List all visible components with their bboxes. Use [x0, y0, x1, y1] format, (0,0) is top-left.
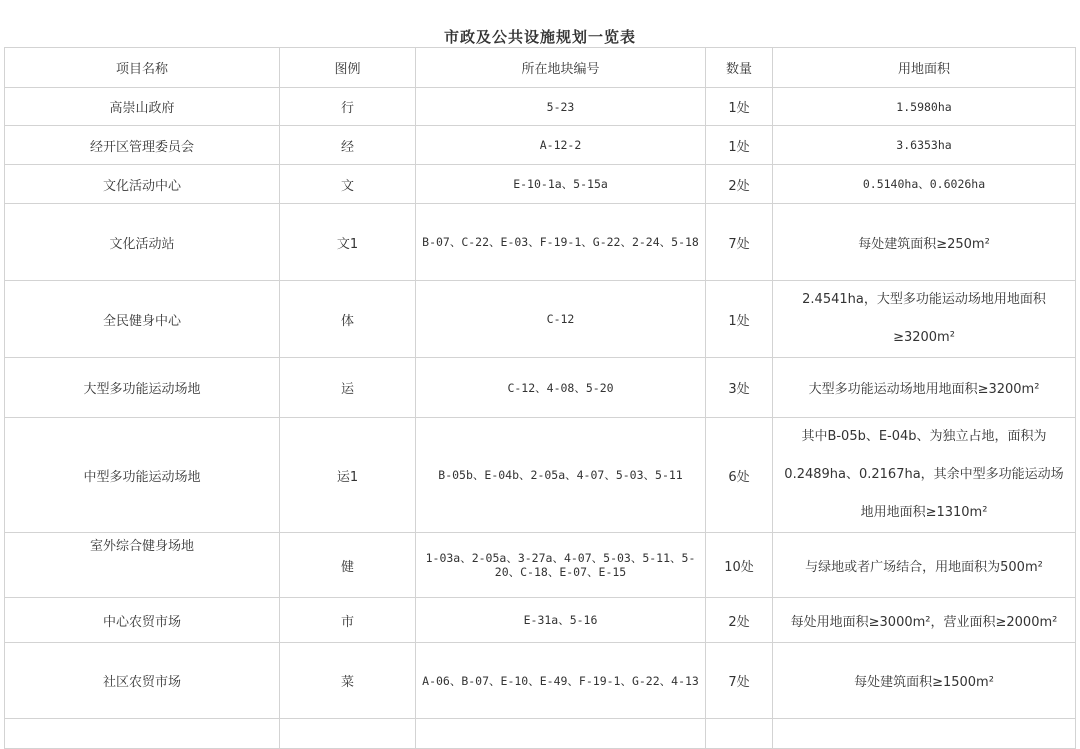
table-title: 市政及公共设施规划一览表 [443, 28, 636, 46]
cell-project-name: 文化活动中心 [5, 165, 280, 204]
cell-parcels: A-12-2 [416, 126, 706, 165]
cell-legend: 运1 [280, 418, 416, 533]
cell-parcels: C-12 [416, 281, 706, 358]
cell-parcels: 1-03a、2-05a、3-27a、4-07、5-03、5-11、5-20、C-18、E-07、E-15 [416, 533, 706, 598]
cell-project-name: 大型多功能运动场地 [5, 358, 280, 418]
cell-area: 3.6353ha [773, 126, 1076, 165]
cell-area: 0.5140ha、0.6026ha [773, 165, 1076, 204]
cell-legend: 市 [280, 598, 416, 643]
cell-legend: 菜 [280, 643, 416, 719]
cell-legend: 体 [280, 281, 416, 358]
cell-area: 每处建筑面积≥250m² [773, 204, 1076, 281]
cell-area: 1.5980ha [773, 88, 1076, 126]
cell-area: 2.4541ha，大型多功能运动场地用地面积≥3200m² [773, 281, 1076, 358]
table-row [5, 418, 1076, 533]
table-row [5, 88, 1076, 126]
cell-project-name: 社区农贸市场 [5, 643, 280, 719]
cell-area: 每处建筑面积≥1500m² [773, 643, 1076, 719]
cell-parcels: B-05b、E-04b、2-05a、4-07、5-03、5-11 [416, 418, 706, 533]
table-row [5, 281, 1076, 358]
cell-project-name: 经开区管理委员会 [5, 126, 280, 165]
header-land-area: 用地面积 [773, 48, 1076, 88]
cell-legend: 经 [280, 126, 416, 165]
cell-parcels: A-06、B-07、E-10、E-49、F-19-1、G-22、4-13 [416, 643, 706, 719]
cell-project-name: 中心农贸市场 [5, 598, 280, 643]
cell-area: 其中B-05b、E-04b、为独立占地，面积为0.2489ha、0.2167ha，其余中型多功能运动场地用地面积≥1310m² [773, 418, 1076, 533]
cell-parcels: 5-23 [416, 88, 706, 126]
cell-parcels: C-12、4-08、5-20 [416, 358, 706, 418]
header-project-name: 项目名称 [5, 48, 280, 88]
cell-legend: 文 [280, 165, 416, 204]
table-row-partial [5, 719, 1076, 749]
cell-count: 1处 [706, 126, 773, 165]
cell-parcels: B-07、C-22、E-03、F-19-1、G-22、2-24、5-18 [416, 204, 706, 281]
cell-count: 6处 [706, 418, 773, 533]
table-row [5, 358, 1076, 418]
header-count: 数量 [706, 48, 773, 88]
cell-count: 7处 [706, 204, 773, 281]
cell-area: 与绿地或者广场结合，用地面积为500m² [773, 533, 1076, 598]
facilities-table [4, 47, 1076, 749]
cell-project-name: 全民健身中心 [5, 281, 280, 358]
table-row [5, 204, 1076, 281]
table-row [5, 126, 1076, 165]
cell-parcels: E-10-1a、5-15a [416, 165, 706, 204]
cell-area: 每处用地面积≥3000m²，营业面积≥2000m² [773, 598, 1076, 643]
cell-count: 3处 [706, 358, 773, 418]
table-row [5, 643, 1076, 719]
header-parcel-number: 所在地块编号 [416, 48, 706, 88]
cell-count: 1处 [706, 88, 773, 126]
cell-count: 2处 [706, 598, 773, 643]
table-row [5, 165, 1076, 204]
table-row [5, 533, 1076, 598]
header-legend: 图例 [280, 48, 416, 88]
table-row [5, 598, 1076, 643]
cell-legend: 健 [280, 533, 416, 598]
cell-project-name: 文化活动站 [5, 204, 280, 281]
cell-project-name: 室外综合健身场地 [5, 533, 280, 598]
table-header-row [5, 48, 1076, 88]
cell-count: 10处 [706, 533, 773, 598]
cell-parcels: E-31a、5-16 [416, 598, 706, 643]
cell-count: 2处 [706, 165, 773, 204]
cell-legend: 文1 [280, 204, 416, 281]
cell-project-name: 中型多功能运动场地 [5, 418, 280, 533]
cell-project-name: 高崇山政府 [5, 88, 280, 126]
cell-legend: 运 [280, 358, 416, 418]
cell-count: 1处 [706, 281, 773, 358]
cell-area: 大型多功能运动场地用地面积≥3200m² [773, 358, 1076, 418]
cell-count: 7处 [706, 643, 773, 719]
cell-legend: 行 [280, 88, 416, 126]
